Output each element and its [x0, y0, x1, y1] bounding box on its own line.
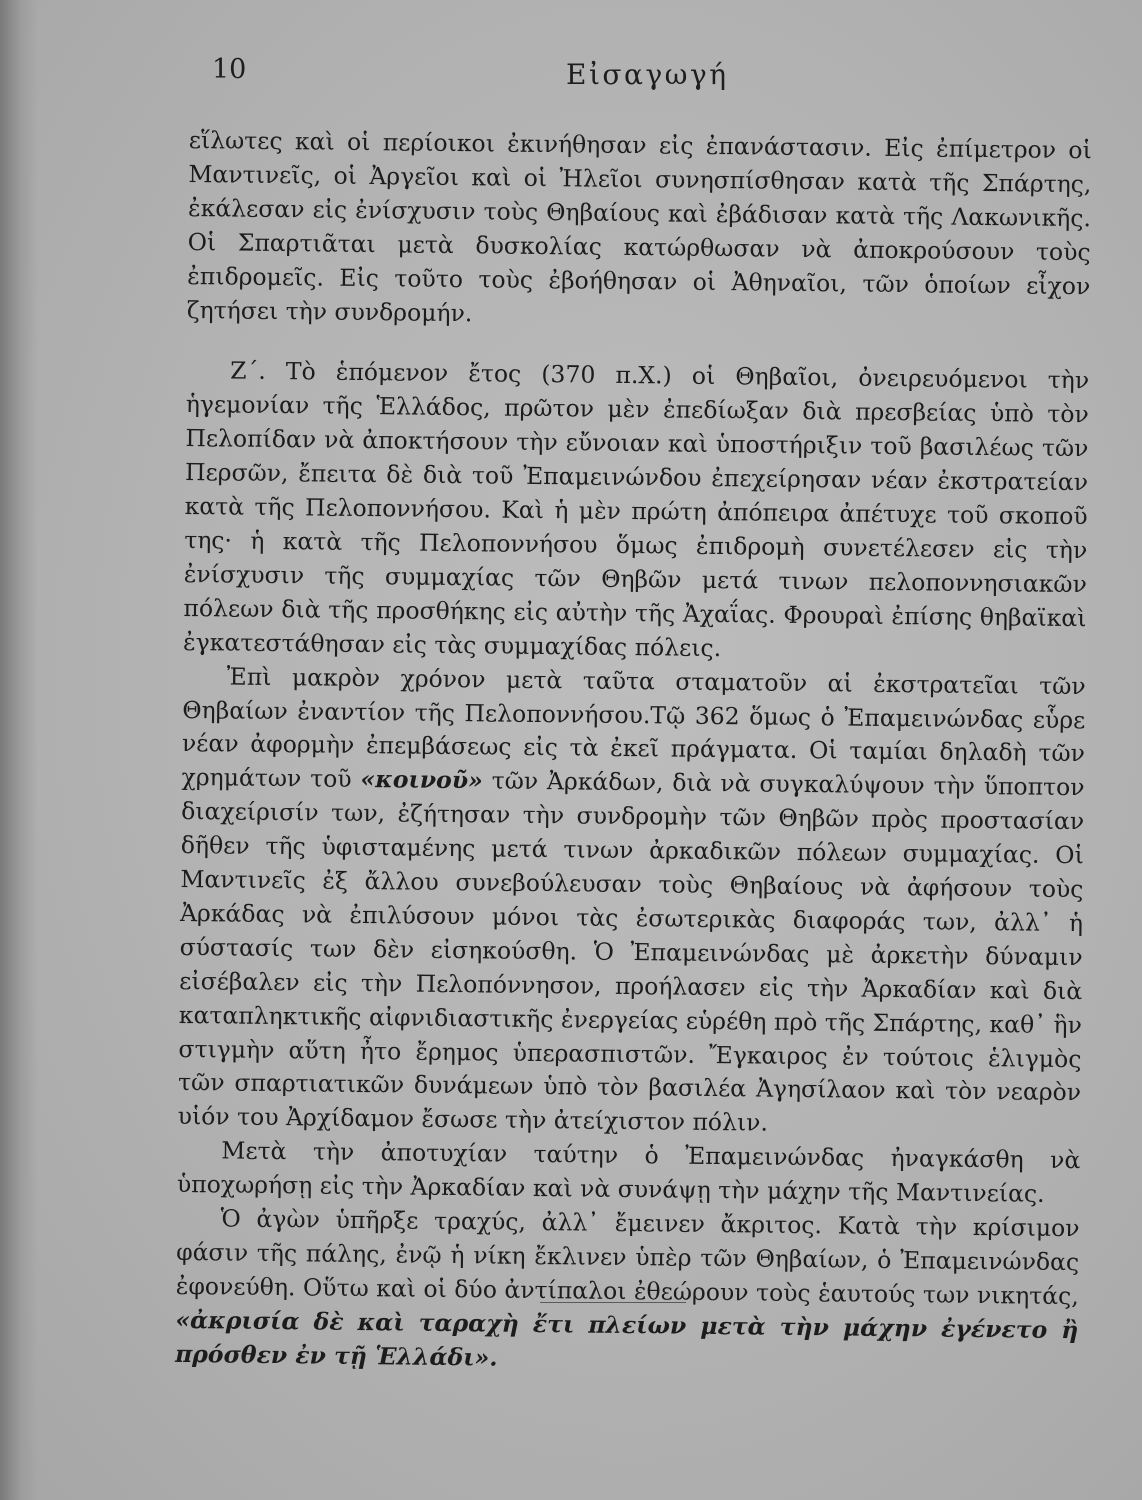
paragraph-section-z: Ζ΄. Τὸ ἑπόμενον ἔτος (370 π.Χ.) οἱ Θηβαῖοι, ὀνειρευόμενοι τὴν ἡγεμονίαν τῆς Ἑλλάδος, πρῶτον μὲν ἐπεδίωξαν διὰ πρεσβείας ὑπὸ τὸν Πελοπίδαν νὰ ἀποκτήσουν τὴν εὔνοιαν καὶ ὑποστήριξιν τοῦ βασιλέως τῶν Περσῶν, ἔπειτα δὲ διὰ τοῦ Ἐπαμεινώνδου ἐπεχείρησαν νέαν ἐκστρατείαν κατὰ τῆς Πελοποννήσου. Καὶ ἡ μὲν πρώτη ἀπόπειρα ἀπέτυχε τοῦ σκοποῦ της· ἡ κατὰ τῆς Πελοποννήσου ὅμως ἐπιδρομὴ συνετέλεσεν εἰς τὴν ἐνίσχυσιν τῆς συμμαχίας τῶν Θηβῶν μετά τινων πελοποννησιακῶν πόλεων διὰ τῆς προσθήκης εἰς αὐτὴν τῆς Ἀχαΐας. Φρουραὶ ἐπίσης θηβαϊκαὶ ἐγκατεστάθησαν εἰς τὰς συμμαχίδας πόλεις. — [182, 356, 1090, 662]
section-end-rule — [540, 1302, 686, 1303]
emphasis-koinou: «κοινοῦ» — [360, 765, 483, 795]
paragraph-retreat: Μετὰ τὴν ἀποτυχίαν ταύτην ὁ Ἐπαμεινώνδας ἠναγκάσθη νὰ ὑποχωρήσῃ εἰς τὴν Ἀρκαδίαν καὶ νὰ συνάψῃ τὴν μάχην τῆς Μαντινείας. — [176, 1136, 1081, 1208]
running-title: Εἰσαγωγή — [566, 58, 729, 91]
body-text — [175, 124, 1092, 1382]
paragraph-battle-mantinea — [175, 1202, 1080, 1382]
paragraph-text-start: Ὁ ἀγὼν ὑπῆρξε τραχύς, ἀλλ᾽ ἔμεινεν ἄκριτος. Κατὰ τὴν κρίσιμον φάσιν τῆς πάλης, ἐνῷ ἡ νίκη ἔκλινεν ὑπὲρ τῶν Θηβαίων, ὁ Ἐπαμεινώνδας ἐφονεύθη. Οὕτω καὶ οἱ δύο ἀντίπαλοι ἐθεώρουν τοὺς ἑαυτούς των νικητάς, — [175, 1204, 1080, 1311]
paragraph-continuation: εἵλωτες καὶ οἱ περίοικοι ἐκινήθησαν εἰς ἐπανάστασιν. Εἰς ἐπίμετρον οἱ Μαντινεῖς, οἱ Ἀργεῖοι καὶ οἱ Ἠλεῖοι συνησπίσθησαν κατὰ τῆς Σπάρτης, ἐκάλεσαν εἰς ἐνίσχυσιν τοὺς Θηβαίους καὶ ἐβάδισαν κατὰ τῆς Λακωνικῆς. Οἱ Σπαρτιᾶται μετὰ δυσκολίας κατώρθωσαν νὰ ἀποκρούσουν τοὺς ἐπιδρομεῖς. Εἰς τοῦτο τοὺς ἐβοήθησαν οἱ Ἀθηναῖοι, τῶν ὁποίων εἶχον ζητήσει τὴν συνδρομήν. — [186, 125, 1092, 327]
page-gutter-shadow — [0, 0, 38, 1500]
quotation-emphasis: «ἀκρισία δὲ καὶ ταραχὴ ἔτι πλείων μετὰ τὴν μάχην ἐγένετο ἢ πρόσθεν ἐν τῇ Ἑλλάδι». — [174, 1305, 1079, 1372]
paragraph-epaminondas-intervention — [178, 660, 1086, 1145]
paragraph-text-end: τῶν Ἀρκάδων, διὰ νὰ συγκαλύψουν τὴν ὕποπτον διαχείρισίν των, ἐζήτησαν τὴν συνδρομὴν τῶν Θηβῶν πρὸς προστασίαν δῆθεν τῆς ὑφισταμένης μετά τινων ἀρκαδικῶν πόλεων συμμαχίας. Οἱ Μαντινεῖς ἐξ ἄλλου συνεβούλευσαν τοὺς Θηβαίους νὰ ἀφήσουν τοὺς Ἀρκάδας νὰ ἐπιλύσουν μόνοι τὰς ἐσωτερικὰς διαφοράς των, ἀλλ᾽ ἡ σύστασίς των δὲν εἰσηκούσθη. Ὁ Ἐπαμεινώνδας μὲ ἀρκετὴν δύναμιν εἰσέβαλεν εἰς τὴν Πελοπόννησον, προήλασεν εἰς τὴν Ἀρκαδίαν καὶ διὰ καταπληκτικῆς αἰφνιδιαστικῆς ἐνεργείας εὑρέθη πρὸ τῆς Σπάρτης, καθ᾽ ἣν στιγμὴν αὕτη ἦτο ἔρημος ὑπερασπιστῶν. Ἔγκαιρος ἐν τούτοις ἑλιγμὸς τῶν σπαρτιατικῶν δυνάμεων ὑπὸ τὸν βασιλέα Ἀγησίλαον καὶ τὸν νεαρὸν υἱόν του Ἀρχίδαμον ἔσωσε τὴν ἀτείχιστον πόλιν. — [177, 766, 1085, 1138]
paragraph-text-start: Ἐπὶ μακρὸν χρόνον μετὰ ταῦτα σταματοῦν αἱ ἐκστρατεῖαι τῶν Θηβαίων ἐναντίον τῆς Πελοποννήσου.Τῷ 362 ὅμως ὁ Ἐπαμεινώνδας εὗρε νέαν ἀφορμὴν ἐπεμβάσεως εἰς τὰ ἐκεῖ πράγματα. Οἱ ταμίαι δηλαδὴ τῶν χρημάτων τοῦ — [181, 662, 1086, 794]
page-number: 10 — [212, 54, 247, 85]
